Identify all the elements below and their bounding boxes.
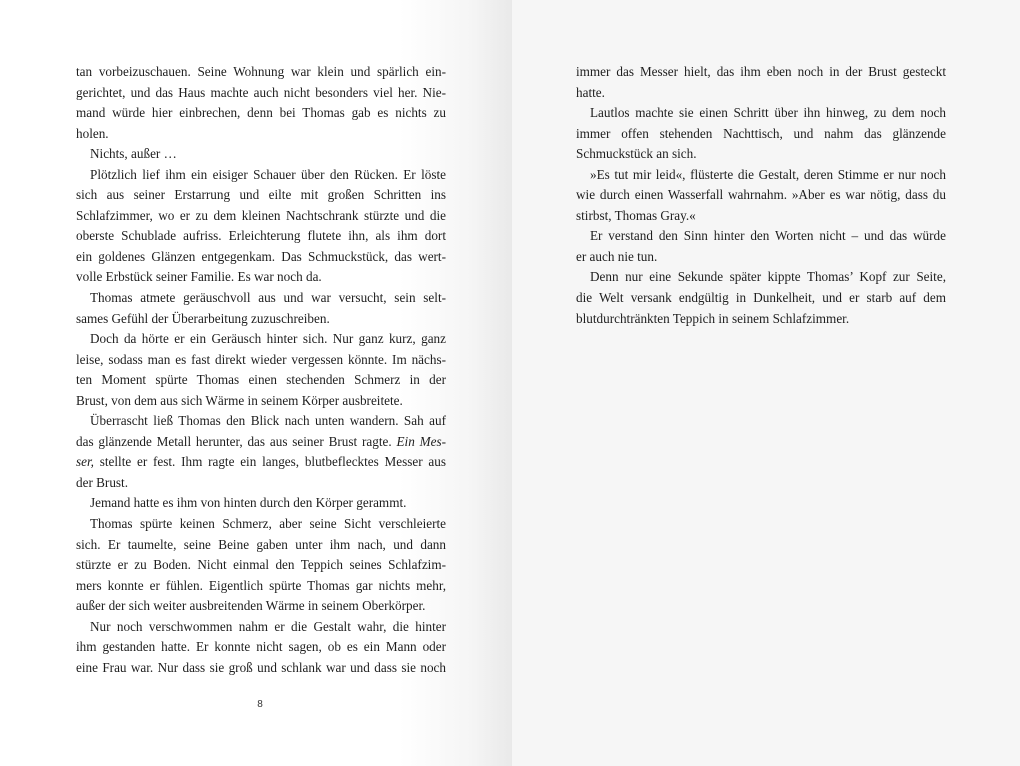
line-text: das glänzende Metall herunter, das aus seiner Brust ragte. bbox=[76, 433, 392, 449]
text-line: Lautlos machte sie einen Schritt über ihn hinweg, zu dem noch bbox=[590, 105, 946, 121]
text-line: Plötzlich lief ihm ein eisiger Schauer über den Rücken. Er löste bbox=[90, 166, 446, 182]
text-line bbox=[76, 452, 446, 473]
text-line: mers konnte er fühlen. Eigentlich spürte Thomas gar nichts mehr, bbox=[76, 577, 446, 593]
text-line: immer offen stehenden Nachttisch, und nahm das glänzende bbox=[576, 125, 946, 141]
text-line: holen. bbox=[76, 125, 109, 141]
text-line: stürzte er zu Boden. Nicht einmal den Teppich seines Schlafzim- bbox=[76, 557, 446, 573]
text-line: Thomas spürte keinen Schmerz, aber seine Sicht verschleierte bbox=[90, 516, 446, 532]
text-line: Überrascht ließ Thomas den Blick nach unten wandern. Sah auf bbox=[90, 413, 446, 429]
text-line: ten Moment spürte Thomas einen stechenden Schmerz in der bbox=[76, 372, 446, 388]
left-page-text bbox=[76, 62, 446, 678]
right-page bbox=[512, 0, 1020, 766]
line-text: stellte er fest. Ihm ragte ein langes, blutbeflecktes Messer aus bbox=[99, 454, 446, 470]
text-line: hatte. bbox=[576, 84, 605, 100]
text-line: immer das Messer hielt, das ihm eben noch in der Brust gesteckt bbox=[576, 64, 946, 79]
text-line: sames Gefühl der Überarbeitung zuzuschreiben. bbox=[76, 310, 330, 326]
text-line bbox=[76, 432, 446, 453]
text-line: eine Frau war. Nur dass sie groß und schlank war und dass sie noch bbox=[76, 659, 446, 675]
text-line: oberste Schublade aufriss. Erleichterung flutete ihn, als ihm dort bbox=[76, 228, 446, 244]
text-line: volle Erbstück seiner Familie. Es war noch da. bbox=[76, 269, 322, 285]
text-line: die Welt versank endgültig in Dunkelheit, und er starb auf dem bbox=[576, 290, 946, 306]
text-line: stirbst, Thomas Gray.« bbox=[576, 207, 696, 223]
text-line: sich. Er taumelte, seine Beine gaben unter ihm nach, und dann bbox=[76, 536, 446, 552]
text-line: Thomas atmete geräuschvoll aus und war versucht, sein selt- bbox=[90, 290, 446, 306]
right-page-text bbox=[576, 62, 946, 329]
text-line: ihm gestanden hatte. Er konnte nicht sagen, ob es ein Mann oder bbox=[76, 639, 446, 655]
text-line: Nichts, außer … bbox=[90, 146, 177, 162]
italic-text: ser, bbox=[76, 454, 94, 470]
text-line: leise, sodass man es fast direkt wieder vergessen könnte. Im nächs- bbox=[76, 351, 446, 367]
text-line: er auch nie tun. bbox=[576, 248, 658, 264]
italic-text: Ein Mes- bbox=[396, 433, 446, 449]
page-number: 8 bbox=[257, 699, 263, 710]
text-line: Nur noch verschwommen nahm er die Gestalt wahr, die hinter bbox=[90, 618, 446, 634]
text-line: Er verstand den Sinn hinter den Worten nicht – und das würde bbox=[590, 228, 946, 244]
text-line: Schmuckstück an sich. bbox=[576, 146, 697, 162]
text-line: Jemand hatte es ihm von hinten durch den Körper gerammt. bbox=[90, 495, 407, 511]
text-line: mand würde hier einbrechen, denn bei Thomas gab es nichts zu bbox=[76, 105, 446, 121]
text-line: Brust, von dem aus sich Wärme in seinem Körper ausbreitete. bbox=[76, 392, 403, 408]
text-line: gerichtet, und das Haus machte auch nicht besonders viel her. Nie- bbox=[76, 84, 446, 100]
text-line: wie durch einen Wasserfall wahrnahm. »Aber es war nötig, dass du bbox=[576, 187, 946, 203]
text-line: Doch da hörte er ein Geräusch hinter sich. Nur ganz kurz, ganz bbox=[90, 331, 446, 347]
text-line: außer der sich weiter ausbreitenden Wärme in seinem Oberkörper. bbox=[76, 598, 426, 614]
text-line: tan vorbeizuschauen. Seine Wohnung war klein und spärlich ein- bbox=[76, 64, 446, 79]
text-line: »Es tut mir leid«, flüsterte die Gestalt, deren Stimme er nur noch bbox=[590, 166, 946, 182]
text-line: ein goldenes Glänzen entgegenkam. Das Schmuckstück, das wert- bbox=[76, 248, 446, 264]
text-line: Denn nur eine Sekunde später kippte Thomas’ Kopf zur Seite, bbox=[590, 269, 946, 285]
text-line: sich aus seiner Erstarrung und eilte mit großen Schritten ins bbox=[76, 187, 446, 203]
text-line: blutdurchtränkten Teppich in seinem Schlafzimmer. bbox=[576, 310, 850, 326]
text-line: Schlafzimmer, wo er zu dem kleinen Nachtschrank stürzte und die bbox=[76, 207, 446, 223]
text-line: der Brust. bbox=[76, 474, 129, 490]
